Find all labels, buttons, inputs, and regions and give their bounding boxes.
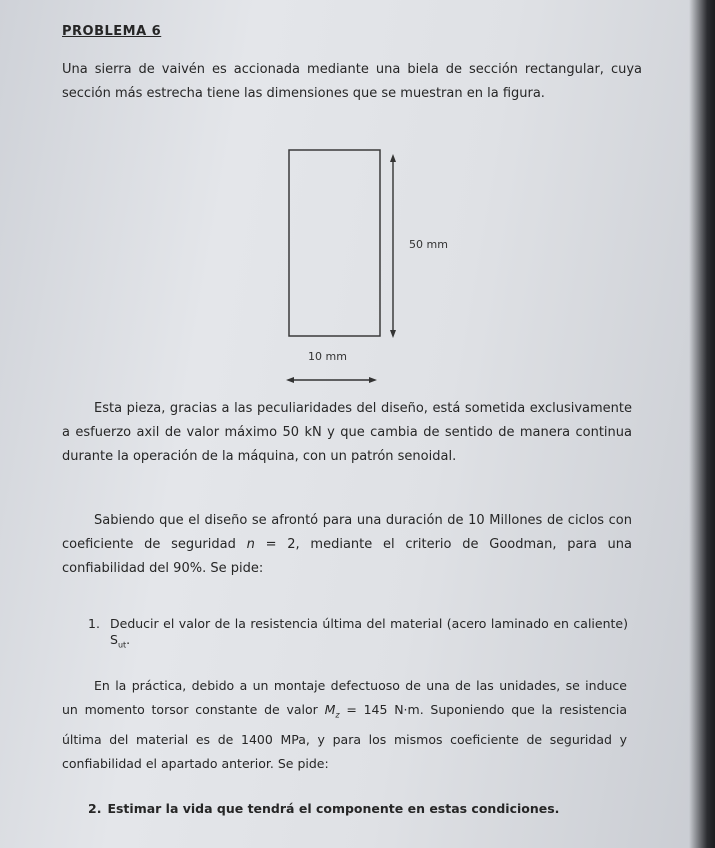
- safety-factor-variable: n: [246, 537, 255, 552]
- design-paragraph: [62, 509, 632, 581]
- height-dimension-arrow: [390, 154, 396, 338]
- torque-text-start: En la práctica, debido a un montaje defectuoso de una de las unidades, se induce un momento torsor constante de valor: [62, 678, 627, 717]
- design-text-end: = 2, mediante el criterio de Goodman, para una confiabilidad del 90%. Se pide:: [62, 537, 632, 576]
- page-shadow-edge: [689, 0, 715, 848]
- intro-paragraph: Una sierra de vaivén es accionada mediante una biela de sección rectangular, cuya sección más estrecha tiene las dimensiones que se muestran en la figura.: [62, 62, 642, 101]
- question-1-number: 1.: [88, 616, 100, 631]
- width-label: 10 mm: [308, 350, 347, 363]
- question-1-subscript: ut: [117, 640, 127, 650]
- load-paragraph: Esta pieza, gracias a las peculiaridades del diseño, está sometida exclusivamente a esfuerzo axil de valor máximo 50 kN y que cambia de sentido de manera continua durante la operación de la máquina, con un patrón senoidal.: [62, 401, 632, 464]
- torque-variable-subscript: z: [335, 710, 340, 720]
- question-1-end: .: [126, 632, 131, 647]
- cross-section-rectangle: [289, 150, 380, 336]
- design-text-start: Sabiendo que el diseño se afrontó para una duración de 10 Millones de ciclos con coeficiente de seguridad: [62, 513, 632, 552]
- cross-section-figure: [0, 0, 700, 400]
- problem-title: PROBLEMA 6: [62, 24, 162, 39]
- question-2-number: 2.: [88, 801, 102, 816]
- width-dimension-arrow: [286, 377, 377, 383]
- torque-variable: M: [324, 702, 336, 717]
- torque-text-end: = 145 N·m. Suponiendo que la resistencia última del material es de 1400 MPa, y para los mismos coeficiente de seguridad y confiabilidad el apartado anterior. Se pide:: [62, 702, 628, 771]
- question-1-text: Deducir el valor de la resistencia última del material (acero laminado en caliente) S: [110, 616, 628, 647]
- question-2-text: Estimar la vida que tendrá el componente en estas condiciones.: [107, 801, 560, 816]
- question-2: [88, 801, 559, 816]
- torque-paragraph: [62, 674, 627, 776]
- height-label: 50 mm: [409, 238, 448, 251]
